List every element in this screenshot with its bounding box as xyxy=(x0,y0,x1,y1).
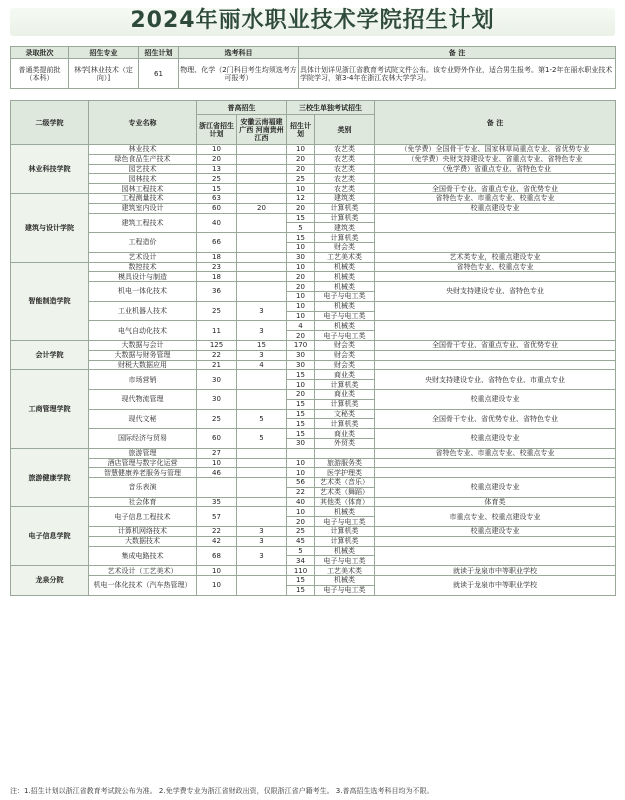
three-school-plan: 30 xyxy=(287,438,315,448)
major-name: 园林工程技术 xyxy=(89,184,197,194)
header-note: 备 注 xyxy=(375,101,616,145)
zhejiang-plan: 30 xyxy=(197,389,237,409)
major-name: 工业机器人技术 xyxy=(89,301,197,321)
major-note: 全国骨干专业、省重点专业、省优势专业 xyxy=(375,184,616,194)
major-name: 电子信息工程技术 xyxy=(89,507,197,527)
table-row xyxy=(11,536,616,546)
major-name: 大数据与会计 xyxy=(89,340,197,350)
table-row xyxy=(11,282,616,292)
three-school-plan: 20 xyxy=(287,203,315,213)
other-province-plan xyxy=(237,576,287,596)
header-batch: 录取批次 xyxy=(11,47,69,59)
table-row xyxy=(11,213,616,223)
three-school-plan: 20 xyxy=(287,154,315,164)
major-note: 省特色专业、市重点专业、校重点专业 xyxy=(375,193,616,203)
three-school-category: 旅游服务类 xyxy=(315,458,375,468)
major-note xyxy=(375,213,616,233)
three-school-plan: 22 xyxy=(287,487,315,497)
major-name: 国际经济与贸易 xyxy=(89,429,197,449)
three-school-plan: 12 xyxy=(287,193,315,203)
header-other-provinces xyxy=(237,115,287,145)
three-school-category: 计算机类 xyxy=(315,380,375,390)
major-name: 集成电路技术 xyxy=(89,546,197,566)
three-school-category: 外贸类 xyxy=(315,438,375,448)
three-school-category: 工艺美术类 xyxy=(315,252,375,262)
three-school-category: 计算机类 xyxy=(315,419,375,429)
three-school-plan: 10 xyxy=(287,507,315,517)
major-note: （免学费）全国骨干专业、国家林草局重点专业、省优势专业 xyxy=(375,145,616,155)
major-note: 校重点建设专业 xyxy=(375,429,616,449)
zhejiang-plan: 21 xyxy=(197,360,237,370)
major-name: 绿色食品生产技术 xyxy=(89,154,197,164)
other-province-plan xyxy=(237,193,287,203)
major-name: 社会体育 xyxy=(89,497,197,507)
three-school-category: 电子与电工类 xyxy=(315,311,375,321)
three-school-category: 机械类 xyxy=(315,576,375,586)
three-school-plan: 20 xyxy=(287,164,315,174)
major-cell: 林学[林业技术（定向）] xyxy=(69,59,139,89)
major-name: 机电一体化技术 xyxy=(89,282,197,302)
zhejiang-plan: 22 xyxy=(197,527,237,537)
three-school-plan: 15 xyxy=(287,429,315,439)
three-school-category xyxy=(315,448,375,458)
zhejiang-plan: 36 xyxy=(197,282,237,302)
major-note: 全国骨干专业、省优势专业、省特色专业 xyxy=(375,409,616,429)
three-school-category: 计算机类 xyxy=(315,203,375,213)
table-row xyxy=(11,566,616,576)
three-school-plan: 56 xyxy=(287,478,315,488)
major-note: 体育类 xyxy=(375,497,616,507)
three-school-plan: 20 xyxy=(287,517,315,527)
three-school-category: 机械类 xyxy=(315,282,375,292)
three-school-category: 财会类 xyxy=(315,340,375,350)
table-row xyxy=(11,458,616,468)
three-school-plan: 15 xyxy=(287,585,315,595)
three-school-category: 农艺类 xyxy=(315,184,375,194)
other-province-plan xyxy=(237,184,287,194)
header-general: 普高招生 xyxy=(197,101,287,115)
three-school-plan: 5 xyxy=(287,223,315,233)
three-school-plan: 10 xyxy=(287,311,315,321)
three-school-plan: 15 xyxy=(287,370,315,380)
major-note xyxy=(375,546,616,566)
three-school-category: 机械类 xyxy=(315,272,375,282)
major-note: 央财支持建设专业、省特色专业 xyxy=(375,282,616,302)
three-school-plan: 25 xyxy=(287,527,315,537)
zhejiang-plan: 30 xyxy=(197,370,237,390)
zhejiang-plan: 66 xyxy=(197,233,237,253)
major-name: 林业技术 xyxy=(89,145,197,155)
header-subjects: 选考科目 xyxy=(179,47,299,59)
other-province-plan xyxy=(237,233,287,253)
zhejiang-plan: 13 xyxy=(197,164,237,174)
three-school-plan: 10 xyxy=(287,145,315,155)
three-school-category: 机械类 xyxy=(315,546,375,556)
three-school-plan: 10 xyxy=(287,262,315,272)
major-note: （免学费）省重点专业、省特色专业 xyxy=(375,164,616,174)
zhejiang-plan: 23 xyxy=(197,262,237,272)
major-name: 建筑室内设计 xyxy=(89,203,197,213)
major-note: 校重点建设专业 xyxy=(375,478,616,498)
major-note: 央财支持建设专业、省特色专业、市重点专业 xyxy=(375,370,616,390)
three-school-plan: 20 xyxy=(287,331,315,341)
major-name: 现代文秘 xyxy=(89,409,197,429)
three-school-plan: 25 xyxy=(287,174,315,184)
other-province-plan xyxy=(237,174,287,184)
three-school-category: 建筑类 xyxy=(315,223,375,233)
major-name: 酒店管理与数字化运营 xyxy=(89,458,197,468)
table-row xyxy=(11,497,616,507)
other-province-plan xyxy=(237,448,287,458)
major-name: 机电一体化技术（汽车热管理） xyxy=(89,576,197,596)
three-school-plan: 110 xyxy=(287,566,315,576)
other-province-plan xyxy=(237,497,287,507)
three-school-category: 财会类 xyxy=(315,360,375,370)
major-note xyxy=(375,360,616,370)
other-province-plan: 3 xyxy=(237,546,287,566)
three-school-category: 文秘类 xyxy=(315,409,375,419)
zhejiang-plan: 35 xyxy=(197,497,237,507)
three-school-category: 机械类 xyxy=(315,301,375,311)
table-row xyxy=(11,203,616,213)
college-name: 工商管理学院 xyxy=(11,370,89,448)
early-batch-table xyxy=(10,46,616,89)
three-school-plan: 15 xyxy=(287,409,315,419)
three-school-plan: 10 xyxy=(287,380,315,390)
major-note: 省特色专业、市重点专业、校重点专业 xyxy=(375,448,616,458)
table-row xyxy=(11,145,616,155)
table-row xyxy=(11,164,616,174)
three-school-plan: 15 xyxy=(287,419,315,429)
table-row xyxy=(11,576,616,586)
three-school-category: 计算机类 xyxy=(315,527,375,537)
three-school-category: 电子与电工类 xyxy=(315,291,375,301)
major-note xyxy=(375,272,616,282)
college-name: 会计学院 xyxy=(11,340,89,369)
three-school-category: 商业类 xyxy=(315,389,375,399)
zhejiang-plan: 68 xyxy=(197,546,237,566)
other-province-plan: 3 xyxy=(237,350,287,360)
table-row xyxy=(11,301,616,311)
other-province-plan: 3 xyxy=(237,527,287,537)
table-row xyxy=(11,546,616,556)
three-school-category: 计算机类 xyxy=(315,233,375,243)
zhejiang-plan: 20 xyxy=(197,154,237,164)
table-row xyxy=(11,321,616,331)
header-major: 招生专业 xyxy=(69,47,139,59)
three-school-category: 医学护理类 xyxy=(315,468,375,478)
three-school-category: 计算机类 xyxy=(315,399,375,409)
zhejiang-plan: 22 xyxy=(197,350,237,360)
table-row xyxy=(11,507,616,517)
zhejiang-plan: 10 xyxy=(197,566,237,576)
zhejiang-plan: 25 xyxy=(197,174,237,184)
major-note xyxy=(375,321,616,341)
three-school-category: 农艺类 xyxy=(315,174,375,184)
three-school-plan: 15 xyxy=(287,399,315,409)
three-school-category: 机械类 xyxy=(315,507,375,517)
header-three-school: 三校生单独考试招生 xyxy=(287,101,375,115)
other-province-plan xyxy=(237,145,287,155)
table-row xyxy=(11,174,616,184)
three-school-plan: 15 xyxy=(287,576,315,586)
major-note xyxy=(375,458,616,468)
three-school-plan: 30 xyxy=(287,252,315,262)
major-name: 音乐表演 xyxy=(89,478,197,498)
three-school-category: 商业类 xyxy=(315,370,375,380)
zhejiang-plan: 60 xyxy=(197,203,237,213)
major-name: 建筑工程技术 xyxy=(89,213,197,233)
subjects-cell: 物理、化学（2门科目考生均须选考方可报考） xyxy=(179,59,299,89)
major-name: 艺术设计（工艺美术） xyxy=(89,566,197,576)
other-province-plan xyxy=(237,272,287,282)
three-school-category: 财会类 xyxy=(315,242,375,252)
major-name: 智慧健康养老服务与管理 xyxy=(89,468,197,478)
three-school-plan: 170 xyxy=(287,340,315,350)
header-group2: 河南贵州江西 xyxy=(254,125,284,142)
three-school-category: 电子与电工类 xyxy=(315,556,375,566)
major-note: 省特色专业、校重点专业 xyxy=(375,262,616,272)
major-note: 校重点建设专业 xyxy=(375,527,616,537)
three-school-category: 机械类 xyxy=(315,321,375,331)
page-title: 2024年丽水职业技术学院招生计划 xyxy=(130,8,495,33)
three-school-plan: 20 xyxy=(287,272,315,282)
major-name: 财税大数据应用 xyxy=(89,360,197,370)
table-row xyxy=(11,478,616,488)
major-name: 市场营销 xyxy=(89,370,197,390)
zhejiang-plan xyxy=(197,478,237,498)
major-name: 大数据技术 xyxy=(89,536,197,546)
three-school-category: 电子与电工类 xyxy=(315,331,375,341)
major-note: 全国骨干专业、省重点专业、省优势专业 xyxy=(375,340,616,350)
other-province-plan xyxy=(237,154,287,164)
three-school-category: 电子与电工类 xyxy=(315,517,375,527)
table-row xyxy=(11,340,616,350)
other-province-plan xyxy=(237,468,287,478)
three-school-category: 艺术类（音乐） xyxy=(315,478,375,488)
major-name: 数控技术 xyxy=(89,262,197,272)
other-province-plan: 20 xyxy=(237,203,287,213)
table-row xyxy=(11,252,616,262)
header-college: 二级学院 xyxy=(11,101,89,145)
three-school-category: 其他类（体育） xyxy=(315,497,375,507)
three-school-category: 农艺类 xyxy=(315,164,375,174)
three-school-plan: 10 xyxy=(287,458,315,468)
zhejiang-plan: 25 xyxy=(197,301,237,321)
major-name: 旅游管理 xyxy=(89,448,197,458)
other-province-plan: 4 xyxy=(237,360,287,370)
major-note: 校重点建设专业 xyxy=(375,203,616,213)
header-zhejiang: 浙江省招生计划 xyxy=(197,115,237,145)
three-school-category: 财会类 xyxy=(315,350,375,360)
major-name: 大数据与财务管理 xyxy=(89,350,197,360)
table-row xyxy=(11,370,616,380)
table-row xyxy=(11,429,616,439)
table-row xyxy=(11,272,616,282)
major-name: 电气自动化技术 xyxy=(89,321,197,341)
header-category: 类别 xyxy=(315,115,375,145)
zhejiang-plan: 42 xyxy=(197,536,237,546)
three-school-plan: 34 xyxy=(287,556,315,566)
table-row xyxy=(11,154,616,164)
major-note xyxy=(375,301,616,321)
zhejiang-plan: 10 xyxy=(197,458,237,468)
college-name: 旅游健康学院 xyxy=(11,448,89,507)
other-province-plan xyxy=(237,370,287,390)
major-note xyxy=(375,468,616,478)
table-row xyxy=(11,184,616,194)
other-province-plan: 3 xyxy=(237,536,287,546)
zhejiang-plan: 27 xyxy=(197,448,237,458)
college-name: 电子信息学院 xyxy=(11,507,89,566)
three-school-category: 农艺类 xyxy=(315,154,375,164)
other-province-plan: 3 xyxy=(237,321,287,341)
major-note xyxy=(375,350,616,360)
header-group1: 安徽云南福建广西 xyxy=(239,117,283,134)
three-school-category: 艺术类（舞蹈） xyxy=(315,487,375,497)
three-school-category: 工艺美术类 xyxy=(315,566,375,576)
other-province-plan xyxy=(237,213,287,233)
table-row xyxy=(11,262,616,272)
major-note: 市重点专业、校重点建设专业 xyxy=(375,507,616,527)
other-province-plan: 5 xyxy=(237,429,287,449)
table-row xyxy=(11,360,616,370)
college-name: 龙泉分院 xyxy=(11,566,89,595)
note-cell: 具体计划详见浙江省教育考试院文件公布。该专业野外作业，适合男生报考。第1-2年在丽水职业技术学院学习，第3-4年在浙江农林大学学习。 xyxy=(299,59,616,89)
three-school-plan: 30 xyxy=(287,360,315,370)
three-school-plan: 10 xyxy=(287,468,315,478)
other-province-plan xyxy=(237,478,287,498)
major-name: 计算机网络技术 xyxy=(89,527,197,537)
three-school-plan: 15 xyxy=(287,233,315,243)
major-note xyxy=(375,233,616,253)
zhejiang-plan: 15 xyxy=(197,184,237,194)
major-note: 就读于龙泉市中等职业学校 xyxy=(375,566,616,576)
zhejiang-plan: 11 xyxy=(197,321,237,341)
zhejiang-plan: 57 xyxy=(197,507,237,527)
other-province-plan xyxy=(237,566,287,576)
header-major-name: 专业名称 xyxy=(89,101,197,145)
zhejiang-plan: 25 xyxy=(197,409,237,429)
major-name: 园艺技术 xyxy=(89,164,197,174)
other-province-plan xyxy=(237,262,287,272)
header-note: 备 注 xyxy=(299,47,616,59)
table-row xyxy=(11,193,616,203)
major-name: 园林技术 xyxy=(89,174,197,184)
major-note xyxy=(375,174,616,184)
three-school-category: 机械类 xyxy=(315,262,375,272)
three-school-plan: 20 xyxy=(287,282,315,292)
zhejiang-plan: 10 xyxy=(197,576,237,596)
other-province-plan: 15 xyxy=(237,340,287,350)
three-school-plan: 45 xyxy=(287,536,315,546)
table-row xyxy=(11,409,616,419)
other-province-plan: 3 xyxy=(237,301,287,321)
zhejiang-plan: 60 xyxy=(197,429,237,449)
table-row xyxy=(11,350,616,360)
enrollment-plan-table xyxy=(10,100,616,596)
major-name: 模具设计与制造 xyxy=(89,272,197,282)
three-school-plan: 15 xyxy=(287,213,315,223)
zhejiang-plan: 63 xyxy=(197,193,237,203)
major-name: 艺术设计 xyxy=(89,252,197,262)
zhejiang-plan: 10 xyxy=(197,145,237,155)
college-name: 建筑与设计学院 xyxy=(11,193,89,262)
major-note: 校重点建设专业 xyxy=(375,389,616,409)
three-school-category: 计算机类 xyxy=(315,213,375,223)
college-name: 林业科技学院 xyxy=(11,145,89,194)
table-row xyxy=(11,448,616,458)
three-school-plan: 4 xyxy=(287,321,315,331)
zhejiang-plan: 125 xyxy=(197,340,237,350)
three-school-plan: 5 xyxy=(287,546,315,556)
other-province-plan xyxy=(237,164,287,174)
major-note: 艺术类专业，校重点建设专业 xyxy=(375,252,616,262)
three-school-plan: 10 xyxy=(287,301,315,311)
three-school-plan: 10 xyxy=(287,291,315,301)
major-note: （免学费）央财支持建设专业、省重点专业、省特色专业 xyxy=(375,154,616,164)
header-plan: 招生计划 xyxy=(139,47,179,59)
other-province-plan xyxy=(237,389,287,409)
zhejiang-plan: 18 xyxy=(197,272,237,282)
three-school-plan: 10 xyxy=(287,242,315,252)
three-school-category: 建筑类 xyxy=(315,193,375,203)
table-row xyxy=(11,233,616,243)
major-note xyxy=(375,536,616,546)
major-name: 工程造价 xyxy=(89,233,197,253)
other-province-plan xyxy=(237,252,287,262)
college-name: 智能制造学院 xyxy=(11,262,89,340)
table-row xyxy=(11,527,616,537)
three-school-plan: 40 xyxy=(287,497,315,507)
other-province-plan xyxy=(237,282,287,302)
zhejiang-plan: 40 xyxy=(197,213,237,233)
table-row xyxy=(11,389,616,399)
zhejiang-plan: 46 xyxy=(197,468,237,478)
other-province-plan xyxy=(237,458,287,468)
three-school-plan: 10 xyxy=(287,184,315,194)
three-school-category: 商业类 xyxy=(315,429,375,439)
batch-cell: 普通类提前批（本科） xyxy=(11,59,69,89)
other-province-plan: 5 xyxy=(237,409,287,429)
three-school-plan: 20 xyxy=(287,389,315,399)
footer-note: 注：1.招生计划以浙江省教育考试院公布为准。 2.免学费专业为浙江省财政出资，仅限浙江省户籍考生。 3.普高招生选考科目均为不限。 xyxy=(10,787,434,795)
header-plan: 招生计划 xyxy=(287,115,315,145)
other-province-plan xyxy=(237,507,287,527)
table-row xyxy=(11,468,616,478)
three-school-category: 农艺类 xyxy=(315,145,375,155)
three-school-plan xyxy=(287,448,315,458)
plan-cell: 61 xyxy=(139,59,179,89)
three-school-plan: 30 xyxy=(287,350,315,360)
three-school-category: 计算机类 xyxy=(315,536,375,546)
major-name: 现代物流管理 xyxy=(89,389,197,409)
major-note: 就读于龙泉市中等职业学校 xyxy=(375,576,616,596)
zhejiang-plan: 18 xyxy=(197,252,237,262)
major-name: 工程测量技术 xyxy=(89,193,197,203)
three-school-category: 电子与电工类 xyxy=(315,585,375,595)
